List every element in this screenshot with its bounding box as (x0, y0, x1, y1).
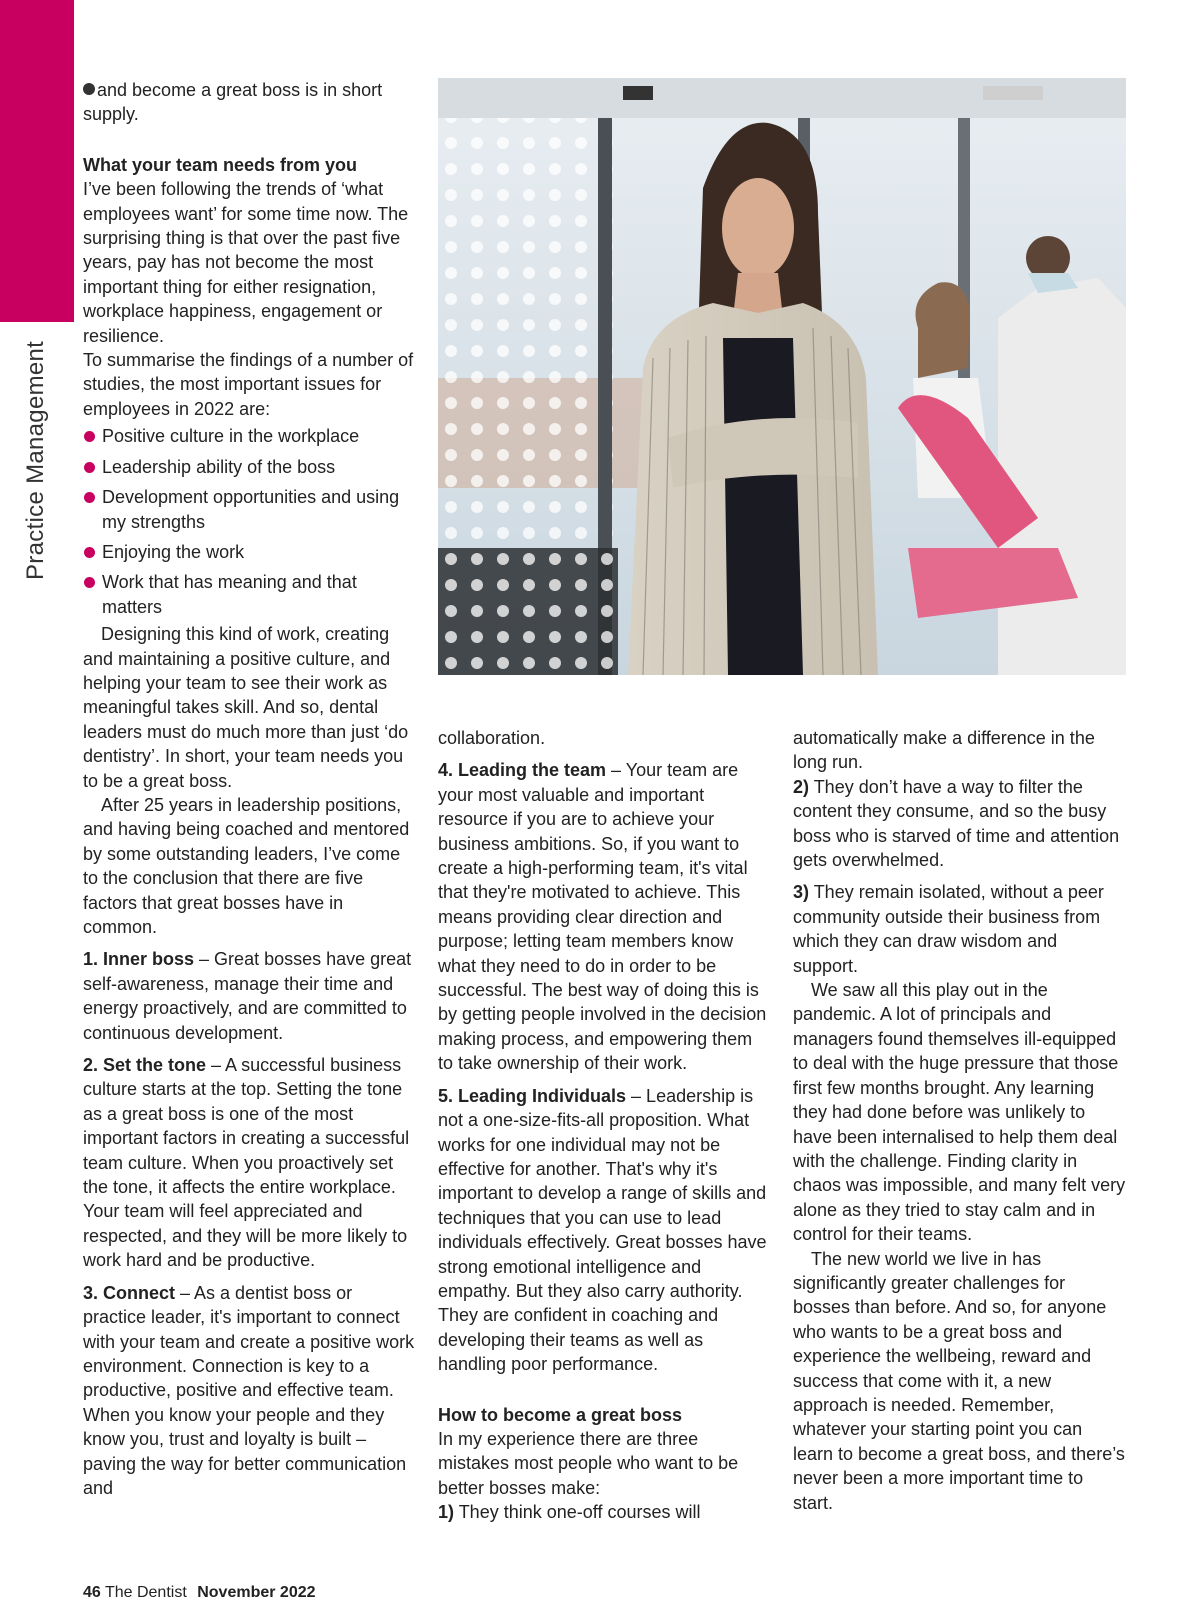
bullet-item: Enjoying the work (83, 537, 415, 567)
column-2 (438, 726, 771, 1525)
bullet-dot-icon (84, 547, 95, 558)
page-number: 46 (83, 1584, 101, 1601)
body-paragraph: collaboration. (438, 728, 546, 748)
bullet-dot-icon (84, 462, 95, 473)
section-label: Practice Management (22, 340, 49, 580)
body-paragraph: In my experience there are three mistakes most people who want to be better bosses make: (438, 1428, 739, 1498)
body-paragraph: We saw all this play out in the pandemic. A lot of principals and managers found themselves ill-equipped to deal with the huge pressure that those first few months brought. Any learning they had done before was unlikely to have been internalised to help them deal with the challenge. Finding clarity in chaos was impossible, and many felt very alone as they tried to stay calm and in control for their teams. (793, 980, 1126, 1245)
body-paragraph: automatically make a difference in the long run. (793, 728, 1095, 773)
mistake-3: 3) They remain isolated, without a peer community outside their business from which they can draw wisdom and support. (793, 882, 1104, 976)
magazine-name: The Dentist (104, 1584, 187, 1601)
body-paragraph: The new world we live in has significantly greater challenges for bosses than before. And so, for anyone who wants to be a great boss and experience the wellbeing, reward and success that come with it, a new approach is needed. Remember, whatever your starting point you can learn to become a great boss, and there’s never been a more important time to start. (793, 1248, 1125, 1513)
factor-set-the-tone: 2. Set the tone – A successful business culture starts at the top. Setting the tone as a great boss is one of the most important factors in creating a successful team culture. When you proactively set the tone, it affects the entire workplace. Your team will feel appreciated and respected, and they will be more likely to work hard and be productive. (83, 1055, 410, 1271)
subheading-team-needs: What your team needs from you (83, 154, 358, 175)
body-paragraph: To summarise the findings of a number of studies, the most important issues for employees in 2022 are: (83, 350, 414, 419)
continued-arrow-icon (83, 83, 95, 95)
body-paragraph: After 25 years in leadership positions, and having being coached and mentored by some outstanding leaders, I’ve come to the conclusion that there are five factors that great bosses have in common. (83, 794, 410, 937)
body-paragraph: Designing this kind of work, creating and maintaining a positive culture, and helping your team to see their work as meaningful takes skill. And so, dental leaders must do much more than just ‘do dentistry’. In short, your team needs you to be a great boss. (83, 624, 409, 791)
bullet-dot-icon (84, 577, 95, 588)
bullet-item: Work that has meaning and that matters (83, 567, 415, 622)
mistake-1: 1) They think one-off courses will (438, 1502, 701, 1523)
section-color-bar (0, 0, 74, 322)
page-footer (83, 1584, 316, 1602)
bullet-dot-icon (84, 431, 95, 442)
article-photo (438, 78, 1126, 675)
body-paragraph: I’ve been following the trends of ‘what employees want’ for some time now. The surprising thing is that over the past five years, pay has not become the most important thing for either resignation, workplace happiness, engagement or resilience. (83, 179, 409, 346)
factor-leading-individuals: 5. Leading Individuals – Leadership is not a one-size-fits-all proposition. What works for one individual may not be effective for another. That's why it's important to develop a range of skills and techniques that you can use to lead individuals effectively. Great bosses have strong emotional intelligence and empathy. But they also carry authority. They are confident in coaching and developing their teams as well as handling poor performance. (438, 1085, 767, 1375)
factor-inner-boss: 1. Inner boss – Great bosses have great self-awareness, manage their time and energy proactively, and are committed to continuous development. (83, 949, 412, 1043)
bullet-dot-icon (84, 492, 95, 503)
mistake-2: 2) They don’t have a way to filter the content they consume, and so the busy boss who is starved of time and attention gets overwhelmed. (793, 776, 1120, 871)
issue-date: November 2022 (197, 1584, 316, 1601)
subheading-how-to: How to become a great boss (438, 1404, 683, 1425)
column-3 (793, 726, 1126, 1515)
bullet-item: Leadership ability of the boss (83, 452, 415, 482)
factor-connect: 3. Connect – As a dentist boss or practice leader, it's important to connect with your team and create a positive work environment. Connection is key to a productive, positive and effective team. When you know your people and they know you, trust and loyalty is built – paving the way for better communication and (83, 1282, 415, 1498)
column-1 (83, 78, 415, 1500)
bullet-item: Positive culture in the workplace (83, 421, 415, 451)
continuation-paragraph: and become a great boss is in short supply. (83, 80, 383, 125)
factor-leading-team: 4. Leading the team – Your team are your most valuable and important resource if you are to achieve your business ambitions. So, if you want to create a high-performing team, it's vital that they're motivated to achieve. This means providing clear direction and purpose; letting team members know what they need to do in order to be successful. The best way of doing this is by getting people involved in the decision making process, and empowering them to take ownership of their work. (438, 760, 767, 1074)
bullet-item: Development opportunities and using my strengths (83, 482, 415, 537)
